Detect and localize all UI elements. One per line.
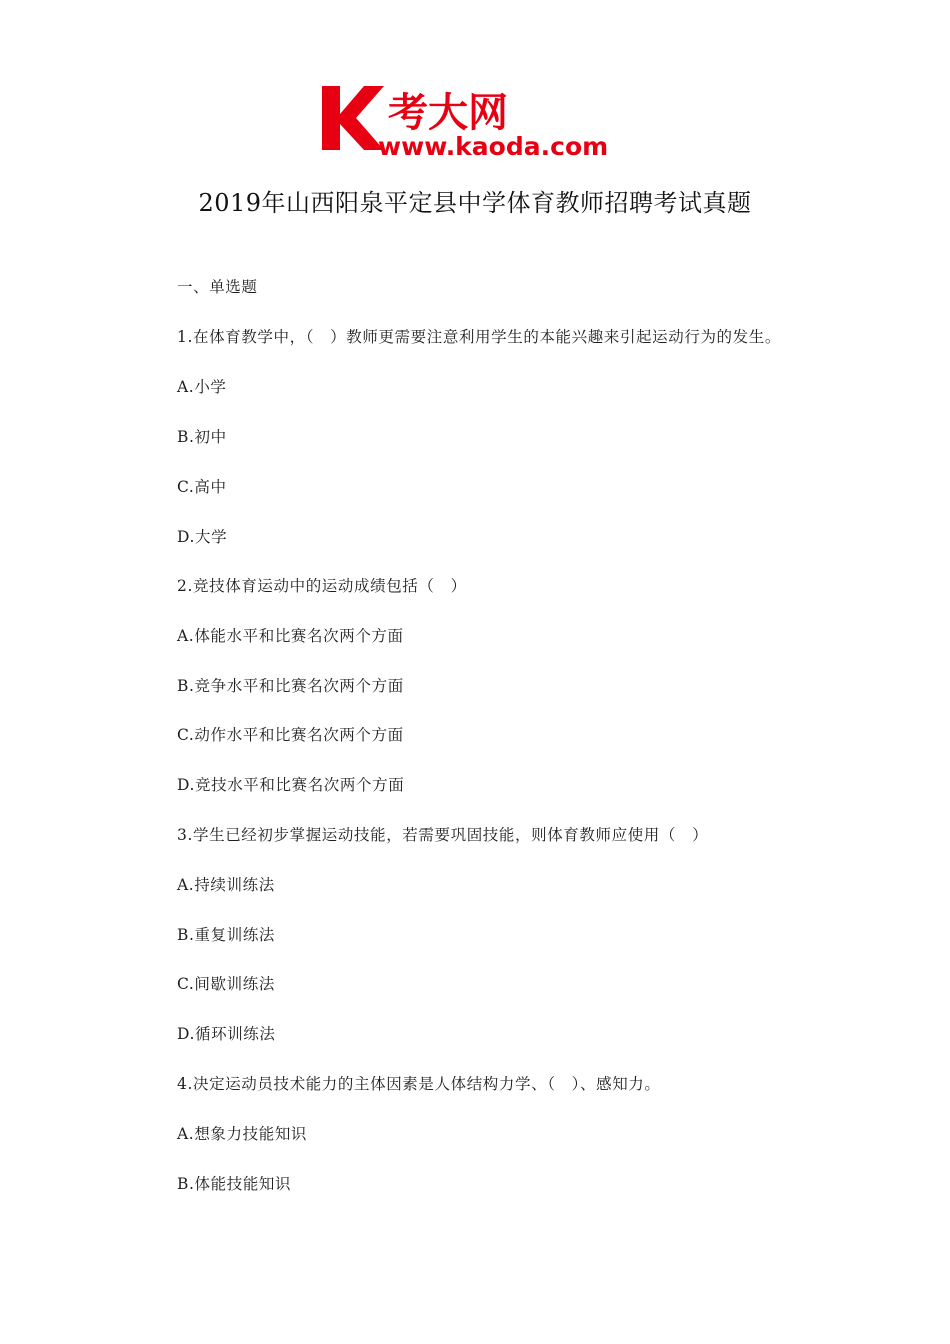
- question-stem: 4.决定运动员技术能力的主体因素是人体结构力学、（ ）、感知力。: [177, 1075, 661, 1093]
- kaoda-logo: [318, 80, 638, 162]
- option-b: B.竞争水平和比赛名次两个方面: [177, 677, 404, 695]
- option-d: D.循环训练法: [177, 1025, 276, 1043]
- option-b: B.重复训练法: [177, 926, 276, 944]
- option-a: A.想象力技能知识: [177, 1125, 308, 1143]
- question-stem: 2.竞技体育运动中的运动成绩包括（ ）: [177, 577, 467, 595]
- option-c: C.间歇训练法: [177, 975, 275, 993]
- option-b: B.体能技能知识: [177, 1175, 292, 1193]
- option-c: C.高中: [177, 478, 227, 496]
- kaoda-logo-graphic: [318, 80, 638, 162]
- question-stem: 3.学生已经初步掌握运动技能，若需要巩固技能，则体育教师应使用（ ）: [177, 826, 709, 844]
- document-title: 2019年山西阳泉平定县中学体育教师招聘考试真题: [198, 189, 752, 217]
- option-d: D.竞技水平和比赛名次两个方面: [177, 776, 405, 794]
- svg-text:www.kaoda.com: www.kaoda.com: [378, 132, 609, 161]
- option-c: C.动作水平和比赛名次两个方面: [177, 726, 404, 744]
- option-d: D.大学: [177, 528, 228, 546]
- option-a: A.体能水平和比赛名次两个方面: [177, 627, 404, 645]
- option-a: A.小学: [177, 378, 227, 396]
- section-heading: 一、单选题: [177, 278, 258, 296]
- option-a: A.持续训练法: [177, 876, 275, 894]
- question-stem: 1.在体育教学中，（ ）教师更需要注意利用学生的本能兴趣来引起运动行为的发生。: [177, 328, 781, 346]
- svg-text:考大网: 考大网: [388, 90, 508, 136]
- option-b: B.初中: [177, 428, 227, 446]
